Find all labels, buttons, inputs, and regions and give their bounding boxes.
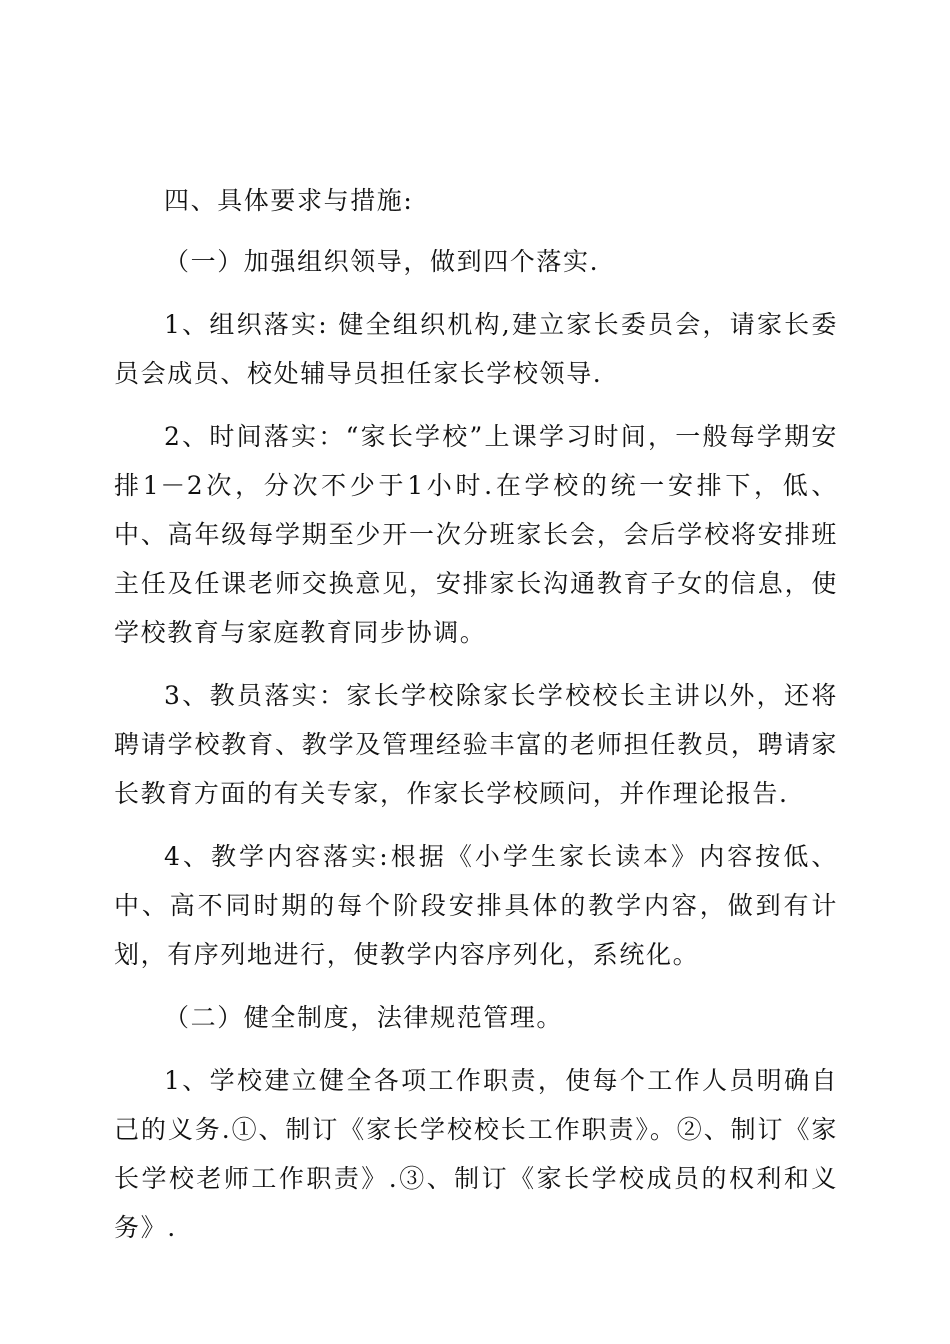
paragraph-duties: 1、学校建立健全各项工作职责，使每个工作人员明确自己的义务.①、制订《家长学校校长工作职责》。②、制订《家长学校老师工作职责》.③、制订《家长学校成员的权利和义务》.	[114, 1066, 838, 1242]
subsection-heading-1: （一）加强组织领导，做到四个落实.	[164, 247, 600, 276]
paragraph-time: 2、时间落实：“家长学校”上课学习时间，一般每学期安排1－2次，分次不少于1小时.在学校的统一安排下，低、中、高年级每学期至少开一次分班家长会，会后学校将安排班主任及任课老师交换意见，安排家长沟通教育子女的信息，使学校教育与家庭教育同步协调。	[114, 422, 838, 647]
section-heading: 四、具体要求与措施:	[164, 186, 414, 215]
paragraph-staff: 3、教员落实：家长学校除家长学校校长主讲以外，还将聘请学校教育、教学及管理经验丰富的老师担任教员，聘请家长教育方面的有关专家，作家长学校顾问，并作理论报告.	[114, 681, 838, 808]
document-body	[114, 176, 838, 1252]
paragraph-organization: 1、组织落实: 健全组织机构,建立家长委员会，请家长委员会成员、校处辅导员担任家长学校领导.	[114, 310, 838, 388]
subsection-heading-2: （二）健全制度，法律规范管理。	[164, 1003, 564, 1032]
paragraph-content: 4、教学内容落实:根据《小学生家长读本》内容按低、中、高不同时期的每个阶段安排具体的教学内容，做到有计划，有序列地进行，使教学内容序列化，系统化。	[114, 842, 838, 969]
